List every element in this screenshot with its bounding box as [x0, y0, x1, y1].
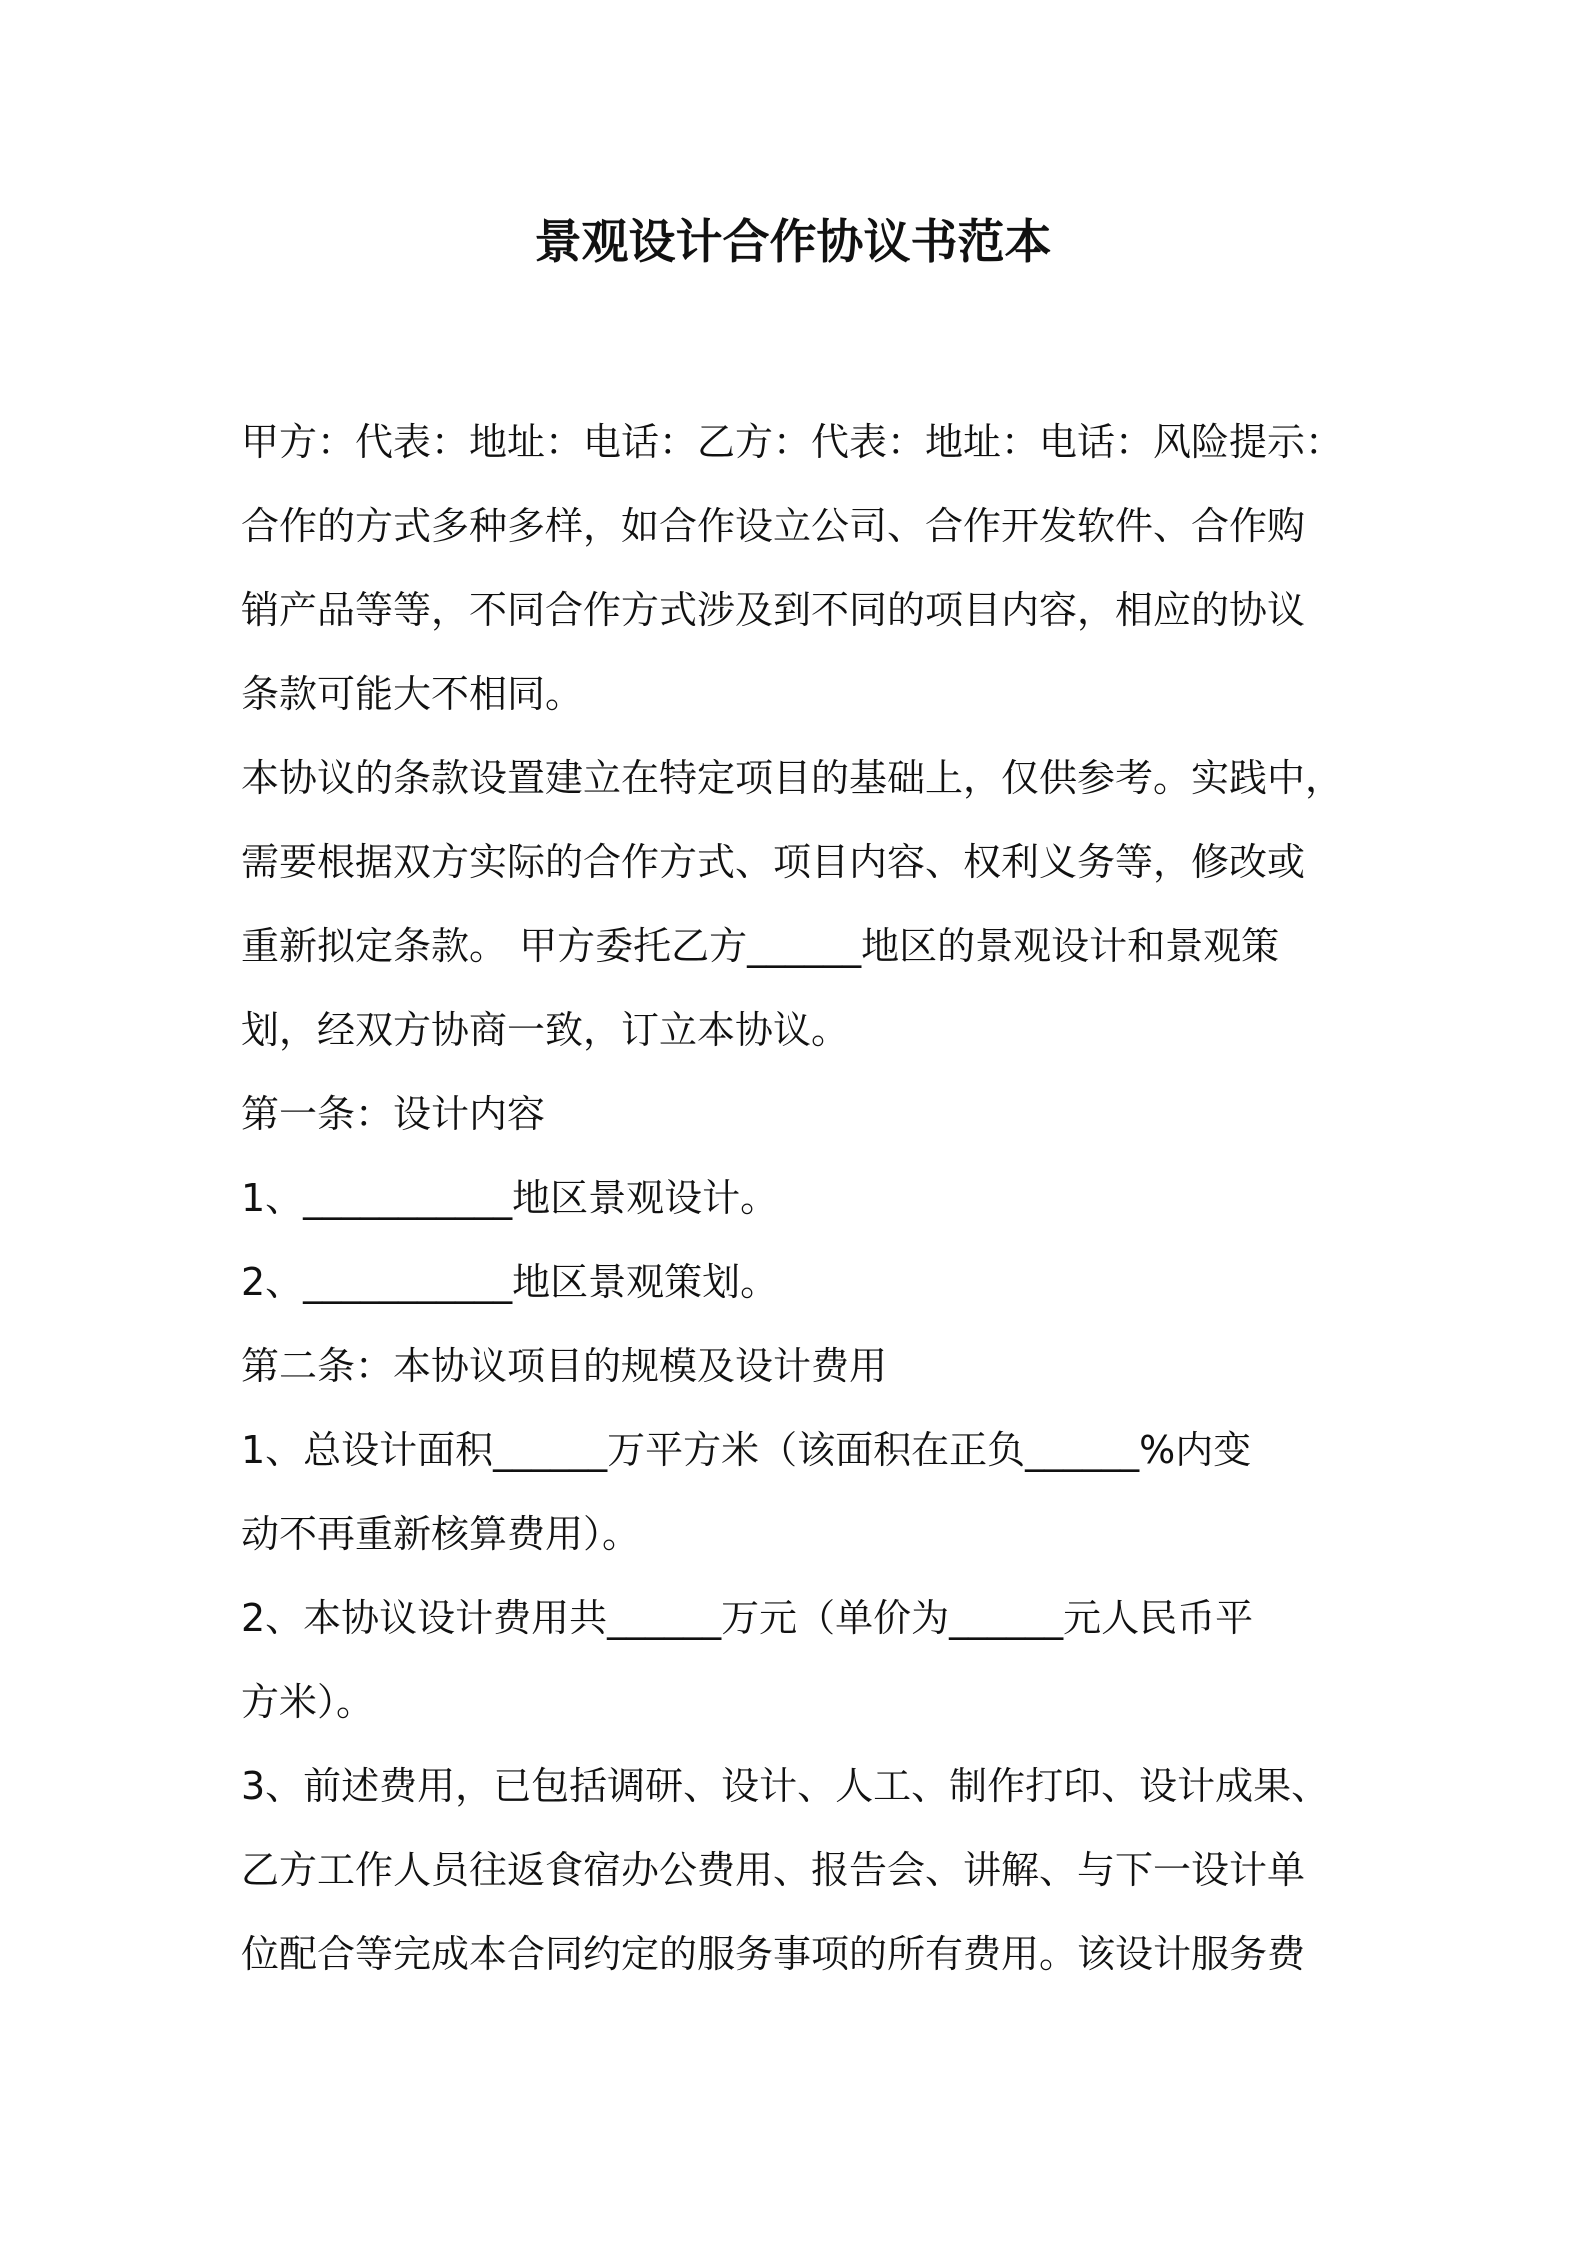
article-2-heading: 第二条：本协议项目的规模及设计费用 [241, 1344, 888, 1388]
risk-note-line-3: 条款可能大不相同。 [241, 672, 584, 716]
reference-note-line-2: 需要根据双方实际的合作方式、项目内容、权利义务等，修改或 [241, 840, 1306, 884]
article-2-item-3-line-1: 3、前述费用，已包括调研、设计、人工、制作打印、设计成果、 [241, 1764, 1330, 1808]
article-1-heading: 第一条：设计内容 [241, 1092, 546, 1136]
article-2-item-3-line-2: 乙方工作人员往返食宿办公费用、报告会、讲解、与下一设计单 [241, 1848, 1306, 1892]
article-2-item-1-line-1: 1、总设计面积______万平方米（该面积在正负______%内变 [241, 1428, 1252, 1472]
risk-note-line-2: 销产品等等，不同合作方式涉及到不同的项目内容，相应的协议 [241, 588, 1306, 632]
article-1-item-1: 1、___________地区景观设计。 [241, 1176, 779, 1220]
preamble-line-1: 重新拟定条款。 甲方委托乙方______地区的景观设计和景观策 [241, 924, 1280, 968]
reference-note-line-1: 本协议的条款设置建立在特定项目的基础上，仅供参考。实践中， [241, 756, 1344, 800]
article-2-item-3-line-3: 位配合等完成本合同约定的服务事项的所有费用。该设计服务费 [241, 1932, 1306, 1976]
parties-line: 甲方：代表：地址：电话：乙方：代表：地址：电话：风险提示： [241, 420, 1344, 464]
preamble-line-2: 划，经双方协商一致，订立本协议。 [241, 1008, 850, 1052]
document-title: 景观设计合作协议书范本 [534, 215, 1052, 270]
article-2-item-1-line-2: 动不再重新核算费用）。 [241, 1512, 641, 1556]
article-1-item-2: 2、___________地区景观策划。 [241, 1260, 779, 1304]
article-2-item-2-line-2: 方米）。 [241, 1680, 375, 1724]
article-2-item-2-line-1: 2、本协议设计费用共______万元（单价为______元人民币平 [241, 1596, 1254, 1640]
document-body [241, 400, 1381, 1996]
risk-note-line-1: 合作的方式多种多样，如合作设立公司、合作开发软件、合作购 [241, 504, 1306, 548]
